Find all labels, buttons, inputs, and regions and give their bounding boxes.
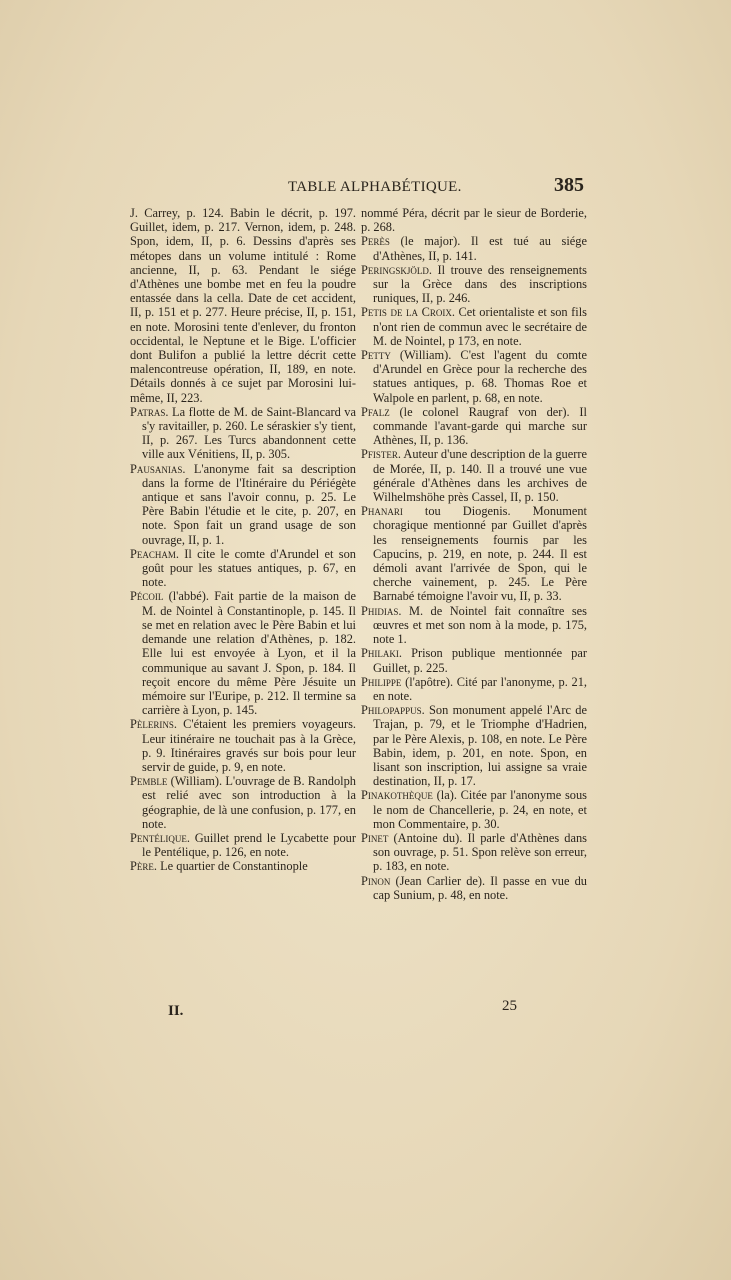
entry-headword: Philopappus.	[361, 703, 425, 718]
entry-text: Prison publique mentionnée par Guillet, p. 225.	[373, 646, 587, 675]
entry-headword: Pentélique.	[130, 830, 190, 845]
entry-text: (le colonel Raugraf von der). Il commande l'avant-garde qui marche sur Athènes, II, p. 136.	[373, 404, 587, 448]
entry-headword: Pécoil	[130, 589, 164, 604]
index-entry	[361, 874, 587, 902]
entry-headword: Philippe	[361, 674, 402, 689]
index-entry	[361, 405, 587, 448]
index-entry	[130, 717, 356, 774]
index-entry	[130, 206, 356, 405]
entry-text: Cet orientaliste et son fils n'ont rien de commun avec le secrétaire de M. de Nointel, p 173, en note.	[373, 305, 587, 348]
index-entry	[130, 405, 356, 462]
entry-text: Son monument appelé l'Arc de Trajan, p. 79, et le Triomphe d'Hadrien, par le Père Alexis, p. 108, en note. Le Père Babin, idem, p. 201, en note. Spon, en lisant son inscription, lui assigne sa vraie destination, II, p. 17.	[373, 703, 587, 789]
entry-text: nommé Péra, décrit par le sieur de Borderie, p. 268.	[361, 206, 587, 235]
entry-headword: Pinon	[361, 873, 391, 888]
right-column	[361, 206, 587, 902]
entry-text: (William). L'ouvrage de B. Randolph est relié avec son introduction à la géographie, de là une confusion, p. 177, en note.	[142, 774, 356, 831]
entry-text: Le quartier de Constantinople	[157, 859, 308, 874]
index-entry	[130, 462, 356, 547]
entry-text: (la). Citée par l'anonyme sous le nom de Chancellerie, p. 24, en note, et mon Commentaire, p. 30.	[373, 788, 587, 831]
entry-headword: Pèlerins.	[130, 717, 177, 732]
entry-text: Il cite le comte d'Arundel et son goût pour les statues antiques, p. 67, en note.	[142, 546, 356, 590]
index-entry	[361, 646, 587, 674]
entry-headword: Petis de la Croix.	[361, 305, 455, 320]
page-number: 385	[554, 174, 584, 196]
entry-headword: Peacham.	[130, 546, 179, 561]
page-header	[130, 174, 584, 203]
entry-text: (l'apôtre). Cité par l'anonyme, p. 21, en note.	[373, 674, 587, 703]
entry-headword: Pinet	[361, 830, 389, 845]
index-entry	[361, 206, 587, 234]
entry-headword: Pemble	[130, 774, 168, 789]
entry-headword: Phanari	[361, 504, 403, 519]
entry-headword: Philaki.	[361, 646, 402, 661]
index-entry	[361, 234, 587, 262]
entry-headword: Père.	[130, 859, 157, 874]
entry-headword: Pinakothèque	[361, 788, 433, 803]
index-entry	[361, 831, 587, 874]
entry-text: M. de Nointel fait connaître ses œuvres et met son nom à la mode, p. 175, note 1.	[373, 603, 587, 647]
entry-text: (William). C'est l'agent du comte d'Arundel en Grèce pour la recherche des statues antiques, p. 68. Thomas Roe et Walpole en parlent, p. 68, en note.	[373, 348, 587, 405]
entry-text: Auteur d'une description de la guerre de Morée, II, p. 140. Il a trouvé une vue générale d'Athènes dans les archives de Wilhelmshöhe près Cassel, II, p. 150.	[373, 447, 587, 505]
index-entry	[361, 447, 587, 504]
entry-headword: Petty	[361, 348, 391, 363]
left-column	[130, 206, 356, 874]
index-entry	[361, 305, 587, 348]
index-entry	[361, 263, 587, 306]
entry-headword: Peringskjöld.	[361, 262, 432, 277]
index-entry	[130, 831, 356, 859]
index-entry	[130, 859, 356, 873]
entry-headword: Patras.	[130, 404, 169, 419]
entry-text: (Antoine du). Il parle d'Athènes dans son ouvrage, p. 51. Spon relève son erreur, p. 183, en note.	[373, 830, 587, 874]
entry-text: Il trouve des renseignements sur la Grèce dans des inscriptions runiques, II, p. 246.	[373, 262, 587, 306]
entry-headword: Pfalz	[361, 404, 390, 419]
entry-text: (Jean Carlier de). Il passe en vue du cap Sunium, p. 48, en note.	[373, 873, 587, 902]
index-entry	[130, 774, 356, 831]
entry-headword: Pausanias.	[130, 461, 186, 476]
index-entry	[130, 547, 356, 590]
running-title: TABLE ALPHABÉTIQUE.	[288, 179, 462, 195]
entry-text: C'étaient les premiers voyageurs. Leur itinéraire ne touchait pas à la Grèce, p. 9. Itinéraires gravés sur bois pour leur servir de guide, p. 9, en note.	[142, 717, 356, 774]
index-entry	[361, 703, 587, 788]
entry-text: J. Carrey, p. 124. Babin le décrit, p. 197. Guillet, idem, p. 217. Vernon, idem, p. 248. Spon, idem, II, p. 6. Dessins d'après ses métopes dans un volume intitulé : Rome ancienne, II, p. 63. Pendant le siége d'Athènes une bombe met en feu la poudre entassée dans la cella. Date de cet accident, II, p. 151 et p. 277. Heure précise, II, p. 151, en note. Morosini tente d'enlever, du fronton occidental, le Neptune et le Bige. L'officier dont Bulifon a publié la lettre décrit cette malencontreuse opération, II, 189, en note. Détails donnés à ce sujet par Morosini lui-même, II, 223.	[130, 206, 356, 405]
index-entry	[361, 348, 587, 405]
entry-text: tou Diogenis. Monument choragique mentionné par Guillet d'après les renseignements fournis par les Capucins, p. 219, en note, p. 244. Il est démoli avant l'arrivée de Spon, qui le cherche vainement, p. 245. Le Père Barnabé témoigne l'avoir vu, II, p. 33.	[373, 504, 587, 604]
index-entry	[361, 504, 587, 603]
index-entry	[361, 675, 587, 703]
entry-text: L'anonyme fait sa description dans la forme de l'Itinéraire du Périégète antique et sans l'avoir connu, p. 25. Le Père Babin l'étudie et le cite, p. 207, en note. Spon fait un grand usage de son ouvrage, II, p. 1.	[142, 461, 356, 547]
entry-text: (le major). Il est tué au siége d'Athènes, II, p. 141.	[373, 234, 587, 263]
signature-mark: II.	[168, 1003, 184, 1019]
entry-headword: Perès	[361, 234, 390, 249]
index-entry	[130, 589, 356, 717]
index-entry	[361, 788, 587, 831]
entry-text: La flotte de M. de Saint-Blancard va s'y ravitailler, p. 260. Le séraskier s'y tient, II, p. 267. Les Turcs abandonnent cette ville aux Vénitiens, II, p. 305.	[142, 404, 356, 462]
index-entry	[361, 604, 587, 647]
entry-headword: Pfister.	[361, 447, 401, 462]
entry-headword: Phidias.	[361, 603, 402, 618]
entry-text: (l'abbé). Fait partie de la maison de M. de Nointel à Constantinople, p. 145. Il se met en relation avec le Père Babin et lui demande une relation d'Athènes, p. 182. Elle lui est envoyée à Lyon, et il la communique au savant J. Spon, p. 184. Il reçoit encore du même Père Jésuite un mémoire sur l'Euripe, p. 212. Il termine sa carrière à Lyon, p. 145.	[142, 589, 356, 718]
entry-text: Guillet prend le Lycabette pour le Pentélique, p. 126, en note.	[142, 830, 356, 860]
sheet-number: 25	[502, 998, 517, 1014]
